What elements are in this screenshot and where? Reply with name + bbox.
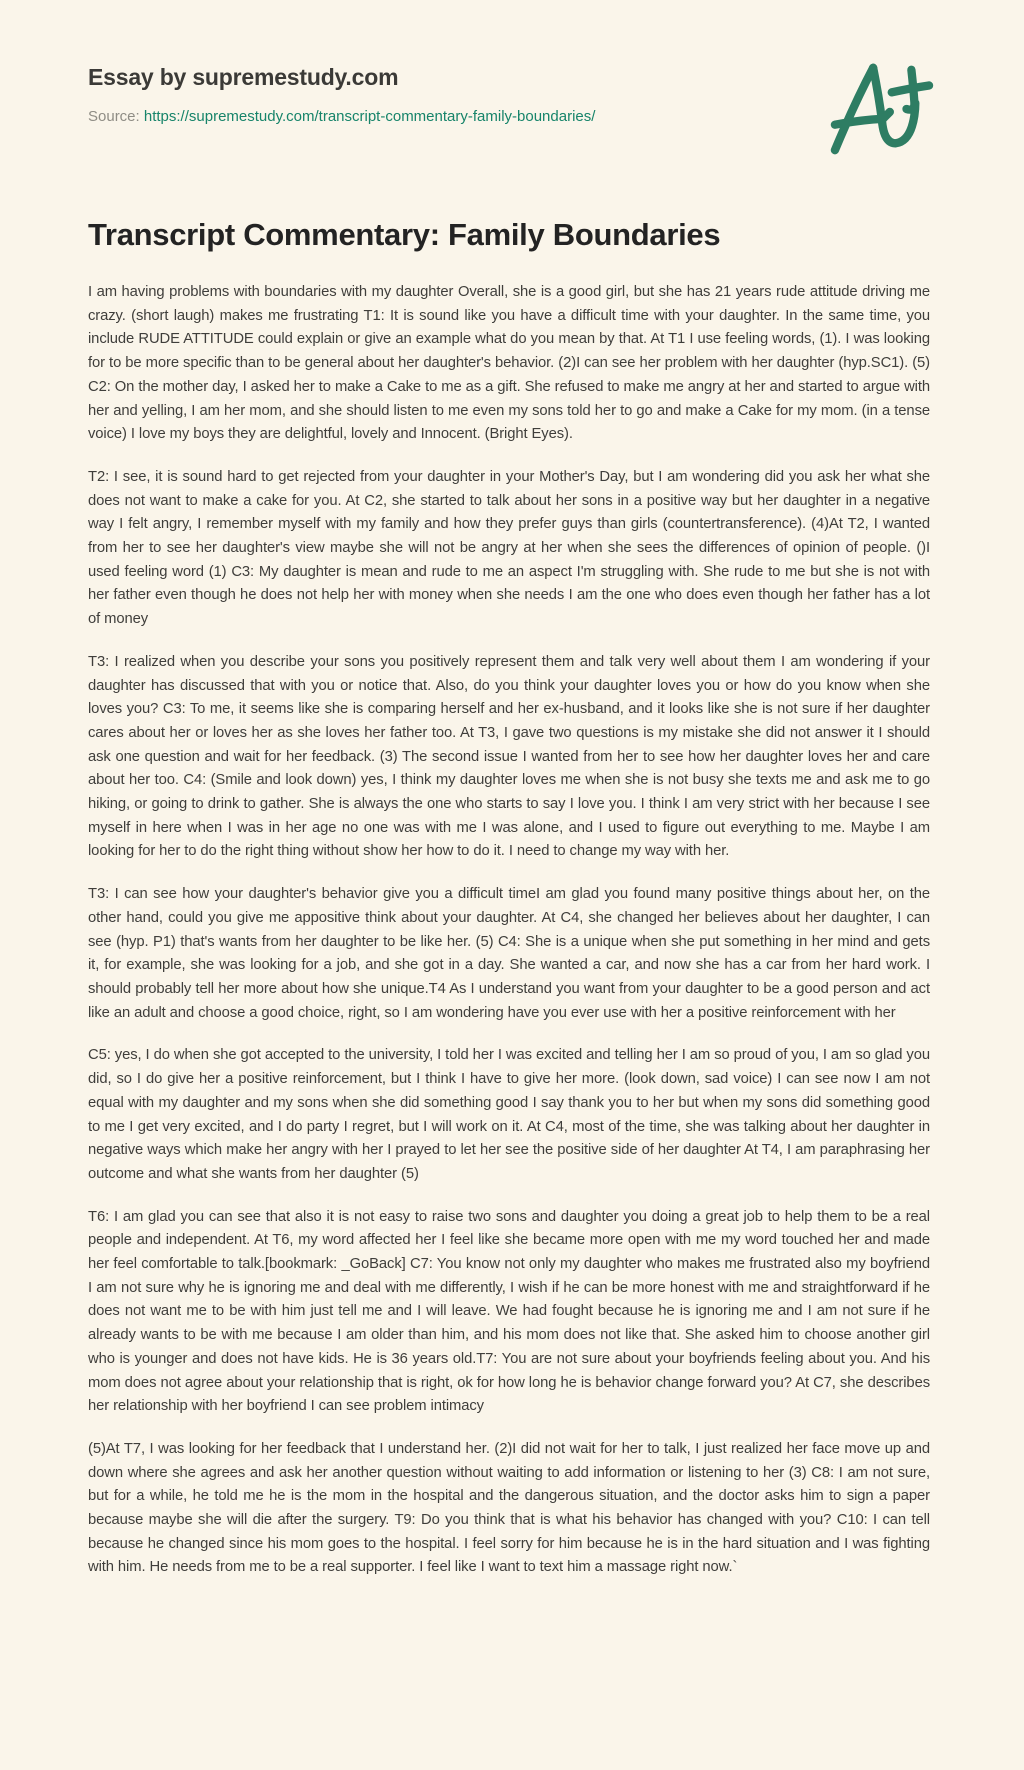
source-label: Source: bbox=[88, 108, 140, 125]
essay-paragraph: I am having problems with boundaries with my daughter Overall, she is a good girl, but she has 21 years rude attitude driving me crazy. (short laugh) makes me frustrating T1: It is sound like you have a difficult time with your daughter. In the same time, you include RUDE ATTITUDE could explain or give an example what do you mean by that. At T1 I use feeling words, (1). I was looking for to be more specific than to be general about her daughter's behavior. (2)I can see her problem with her daughter (hyp.SC1). (5) C2: On the mother day, I asked her to make a Cake to me as a gift. She refused to make me angry at her and started to argue with her and yelling, I am her mom, and she should listen to me even my sons told her to go and make a Cake for my mom. (in a tense voice) I love my boys they are delightful, lovely and Innocent. (Bright Eyes). bbox=[88, 284, 930, 443]
page-byline: Essay by supremestudy.com bbox=[88, 64, 399, 90]
essay-paragraph: T2: I see, it is sound hard to get rejected from your daughter in your Mother's Day, but I am wondering did you ask her what she does not want to make a cake for you. At C2, she started to talk about her sons in a positive way but her daughter in a negative way I felt angry, I remember myself with my family and how they prefer guys than girls (countertransference). (4)At T2, I wanted from her to see her daughter's view maybe she will not be angry at her when she sees the differences of opinion of people. ()I used feeling word (1) C3: My daughter is mean and rude to me an aspect I'm struggling with. She rude to me but she is not with her father even though he does not help her with money when she needs I am the one who does even though her father has a lot of money bbox=[88, 468, 930, 628]
logo-a-left-stroke bbox=[835, 68, 873, 150]
essay-paragraph: C5: yes, I do when she got accepted to the university, I told her I was excited and telling her I am so proud of you, I am so glad you did, so I do give her a positive reinforcement, but I think I have to give her more. (look down, sad voice) I can see now I am not equal with my daughter and my sons when she did something good I say thank you to her but when my sons did something good to me I get very excited, and I do party I regret, but I will work on it. At C4, most of the time, she was talking about her daughter in negative ways which make her angry with her I prayed to let her see the positive side of her daughter At T4, I am paraphrasing her outcome and what she wants from her daughter (5) bbox=[88, 1047, 930, 1182]
essay-body bbox=[88, 281, 930, 1580]
a-plus-logo-icon bbox=[827, 60, 935, 158]
essay-paragraph: (5)At T7, I was looking for her feedback that I understand her. (2)I did not wait for her to talk, I just realized her face move up and down where she agrees and ask her another question without waiting to add information or listening to her (3) C8: I am not sure, but for a while, he told me he is the mom in the hospital and the dangerous situation, and the doctor asks him to sign a paper because maybe she will die after the surgery. T9: Do you think that is what his behavior has changed with you? C10: I can tell because he changed since his mom goes to the hospital. I feel sorry for him because he is in the hard situation and I was fighting with him. He needs from me to be a real supporter. I feel like I want to text him a massage right now.` bbox=[88, 1440, 930, 1576]
essay-paragraph: T3: I can see how your daughter's behavior give you a difficult timeI am glad you found many positive things about her, on the other hand, could you give me appositive think about your daughter. At C4, she changed her believes about her daughter, I can see (hyp. P1) that's wants from her daughter to be like her. (5) C4: She is a unique when she put something in her mind and gets it, for example, she was looking for a job, and she got in a day. She wanted a car, and now she has a car from her hard work. I should probably tell her more about how she unique.T4 As I understand you want from your daughter to be a good person and act like an adult and choose a good choice, right, so I am wondering have you ever use with her a positive reinforcement with her bbox=[88, 886, 930, 1021]
page-title: Transcript Commentary: Family Boundaries bbox=[88, 217, 721, 252]
source-line bbox=[88, 108, 930, 125]
essay-paragraph: T3: I realized when you describe your sons you positively represent them and talk very well about them I am wondering if your daughter has discussed that with you or notice that. Also, do you think your daughter loves you or how do you know when she loves you? C3: To me, it seems like she is comparing herself and her ex-husband, and it looks like she is not sure if her daughter cares about her or loves her as she loves her father too. At T3, I gave two questions is my mistake she did not answer it I should ask one question and wait for her feedback. (3) The second issue I wanted from her to see how her daughter loves her and care about her too. C4: (Smile and look down) yes, I think my daughter loves me when she is not busy she texts me and ask me to go hiking, or going to drink to gather. She is always the one who starts to say I love you. I think I am very strict with her because I see myself in here when I was in her age no one was with me I was alone, and I used to figure out everything to me. Maybe I am looking for her to do the right thing without show her how to do it. I need to change my way with her. bbox=[88, 653, 930, 860]
essay-paragraph: T6: I am glad you can see that also it is not easy to raise two sons and daughter you doing a great job to help them to be a real people and independent. At T6, my word affected her I feel like she became more open with me my word touched her and made her feel comfortable to talk.[bookmark: _GoBack] C7: You know not only my daughter who makes me frustrated also my boyfriend I am not sure why he is ignoring me and deal with me differently, I wish if he can be more honest with me and straightforward if he does not want me to be with him just tell me and I will leave. We had fought because he is ignoring me and I am not sure if he already wants to be with me because I am older than him, and his mom does not like that. She asked him to choose another girl who is younger and does not have kids. He is 36 years old.T7: You are not sure about your boyfriends feeling about you. And his mom does not agree about your relationship that is right, ok for how long he is behavior change forward you? At C7, she describes her relationship with her boyfriend I can see problem intimacy bbox=[88, 1208, 930, 1415]
source-link[interactable]: https://supremestudy.com/transcript-commentary-family-boundaries/ bbox=[143, 108, 596, 125]
page-container bbox=[88, 0, 930, 1580]
